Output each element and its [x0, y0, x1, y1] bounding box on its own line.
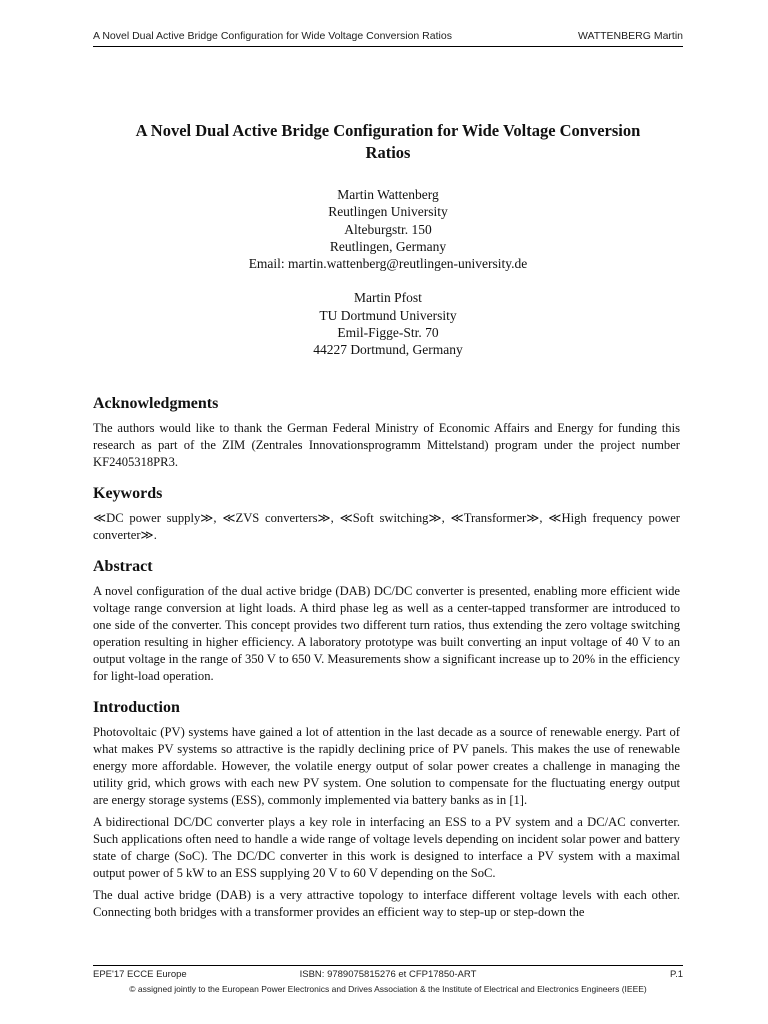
paper-body	[93, 394, 680, 934]
footer-page-number: P.1	[669, 969, 683, 980]
section-introduction	[93, 698, 680, 921]
running-header-author: WATTENBERG Martin	[577, 30, 683, 42]
section-heading: Introduction	[93, 699, 180, 716]
page-footer	[93, 965, 683, 999]
running-header	[93, 30, 683, 47]
paper-title	[93, 120, 683, 164]
paragraph: ≪DC power supply≫, ≪ZVS converters≫, ≪Soft switching≫, ≪Transformer≫, ≪High frequency power converter≫.	[93, 511, 680, 542]
section-acknowledgments	[93, 394, 680, 471]
author-affiliation: Reutlingen University	[328, 204, 448, 220]
paper-title-line-2: Ratios	[365, 143, 411, 162]
author-street: Emil-Figge-Str. 70	[337, 325, 439, 341]
section-heading: Acknowledgments	[93, 395, 219, 412]
author-city: 44227 Dortmund, Germany	[313, 342, 463, 358]
section-heading: Keywords	[93, 485, 163, 502]
author-name: Martin Pfost	[354, 290, 422, 306]
footer-isbn: ISBN: 9789075815276 et CFP17850-ART	[299, 969, 477, 980]
section-heading: Abstract	[93, 558, 153, 575]
paragraph: A bidirectional DC/DC converter plays a key role in interfacing an ESS to a PV system and a DC/AC converter. Such applications often need to handle a wide range of voltage levels depending on incident solar power and battery state of charge (SoC). The DC/DC converter in this work is designed to interface a PV system with a maximal output power of 5 kW to an ESS supplying 20 V to 60 V depending on the SoC.	[93, 815, 680, 880]
author-email: Email: martin.wattenberg@reutlingen-university.de	[248, 256, 528, 272]
author-street: Alteburgstr. 150	[344, 221, 432, 237]
running-header-title: A Novel Dual Active Bridge Configuration for Wide Voltage Conversion Ratios	[93, 30, 452, 42]
footer-conference: EPE'17 ECCE Europe	[93, 969, 187, 980]
section-abstract	[93, 557, 680, 685]
author-list	[93, 186, 683, 376]
author-affiliation: TU Dortmund University	[319, 307, 457, 323]
author-block-1	[93, 186, 683, 272]
section-keywords	[93, 484, 680, 544]
paper-title-line-1: A Novel Dual Active Bridge Configuration for Wide Voltage Conversion	[135, 121, 641, 140]
author-city: Reutlingen, Germany	[329, 238, 447, 254]
paragraph: The authors would like to thank the German Federal Ministry of Economic Affairs and Energy for funding this research as part of the ZIM (Zentrales Innovationsprogramm Mittelstand) program under the project number KF2405318PR3.	[93, 421, 680, 469]
footer-copyright: © assigned jointly to the European Power Electronics and Drives Association & the Institute of Electrical and Electronics Engineers (IEEE)	[129, 984, 647, 994]
paragraph: Photovoltaic (PV) systems have gained a lot of attention in the last decade as a source of renewable energy. Part of what makes PV systems so attractive is the rapidly declining price of PV panels. This makes the use of renewable energy more affordable. However, the volatile energy output of solar power creates a challenge in managing the utility grid, which grows with each new PV system. One solution to compensate for the fluctuating energy output are energy storage systems (ESS), commonly implemented via battery banks as in [1].	[93, 725, 680, 807]
paragraph: The dual active bridge (DAB) is a very attractive topology to interface different voltage levels with each other. Connecting both bridges with a transformer provides an efficient way to step-up or step-down the	[93, 888, 680, 919]
paragraph: A novel configuration of the dual active bridge (DAB) DC/DC converter is presented, enabling more efficient wide voltage range conversion at light loads. A third phase leg as well as a center-tapped transformer are introduced to one side of the converter. This concept provides two different turn ratios, thus extending the zero voltage switching operation resulting in higher efficiency. A laboratory prototype was built converting an input voltage of 40 V to an output voltage in the range of 350 V to 650 V. Measurements show a significant increase up to 20% in the efficiency for light-load operation.	[93, 584, 680, 683]
author-block-2	[93, 289, 683, 358]
author-name: Martin Wattenberg	[337, 187, 439, 202]
